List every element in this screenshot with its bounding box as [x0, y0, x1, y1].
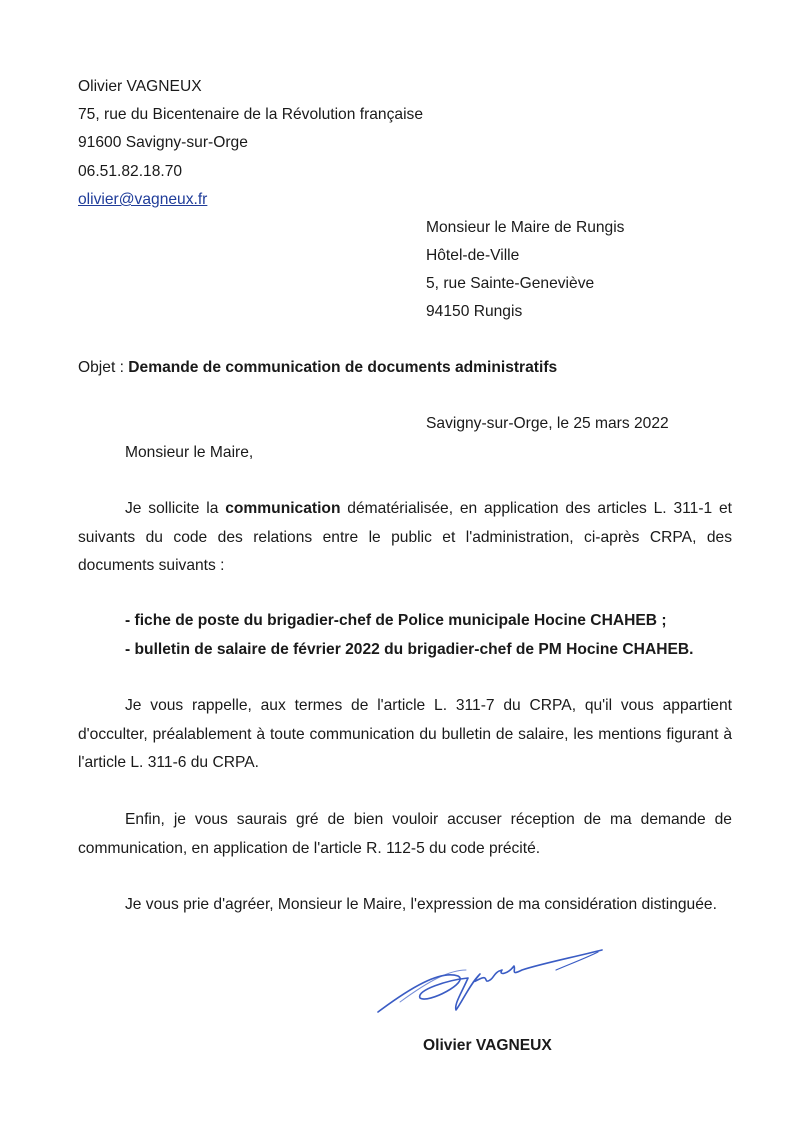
recipient-building: Hôtel-de-Ville [426, 247, 520, 264]
subject-line [78, 358, 557, 378]
paragraph-reminder: Je vous rappelle, aux termes de l'article L. 311-7 du CRPA, qu'il vous appartient d'occulter, préalablement à toute communication du bulletin de salaire, les mentions figurant à l'article L. 311-6 du CRPA. [78, 697, 732, 771]
place-date: Savigny-sur-Orge, le 25 mars 2022 [426, 415, 669, 432]
paragraph-request-end: dématérialisée, en application des articles L. 311-1 et suivants du code des relations entre le public et l'administration, ci-après CRPA, des documents suivants : [78, 500, 733, 574]
subject-label: Objet : [78, 359, 129, 376]
paragraph-closing: Je vous prie d'agréer, Monsieur le Maire, l'expression de ma considération distinguée. [125, 896, 717, 913]
document-item-job-description: - fiche de poste du brigadier-chef de Police municipale Hocine CHAHEB ; [125, 612, 667, 629]
paragraph-request [78, 495, 732, 581]
recipient-title: Monsieur le Maire de Rungis [426, 219, 625, 236]
sender-street: 75, rue du Bicentenaire de la Révolution française [78, 106, 424, 123]
sender-name: Olivier VAGNEUX [78, 78, 202, 95]
document-item-payslip: - bulletin de salaire de février 2022 du brigadier-chef de PM Hocine CHAHEB. [125, 641, 694, 658]
handwritten-signature [370, 940, 610, 1020]
salutation: Monsieur le Maire, [125, 444, 254, 461]
sender-email-link[interactable]: olivier@vagneux.fr [78, 191, 208, 208]
paragraph-request-bold: communication [225, 500, 341, 517]
paragraph-request-start: Je sollicite la [125, 500, 226, 517]
paragraph-acknowledgement: Enfin, je vous saurais gré de bien vouloir accuser réception de ma demande de communication, en application de l'article R. 112-5 du code précité. [78, 811, 732, 857]
subject-text: Demande de communication de documents administratifs [128, 359, 558, 376]
signer-name: Olivier VAGNEUX [423, 1037, 552, 1054]
recipient-city: 94150 Rungis [426, 303, 523, 320]
sender-phone: 06.51.82.18.70 [78, 163, 183, 180]
sender-city: 91600 Savigny-sur-Orge [78, 134, 248, 151]
recipient-street: 5, rue Sainte-Geneviève [426, 275, 595, 292]
